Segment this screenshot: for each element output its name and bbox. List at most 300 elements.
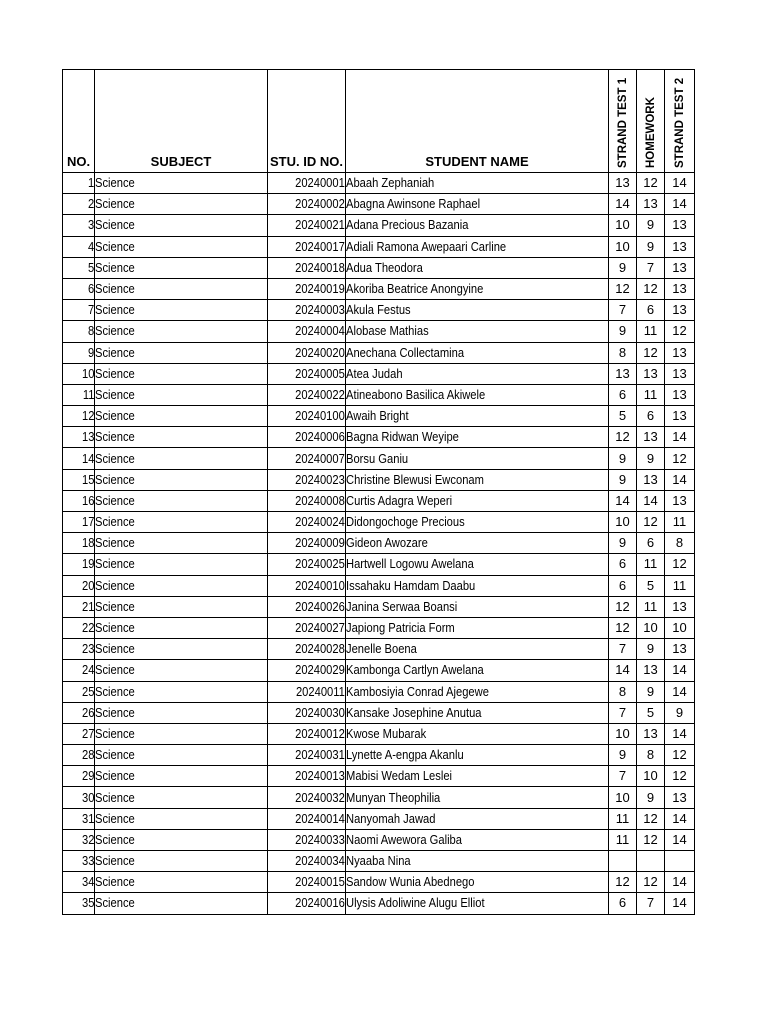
strand-test-2-cell [665, 278, 695, 299]
row-number-cell-value: 17 [81, 514, 94, 530]
strand-test-1-cell [609, 533, 637, 554]
table-row [63, 639, 695, 660]
strand-test-2-cell [665, 596, 695, 617]
homework-cell [637, 533, 665, 554]
strand-test-2-cell-value: 12 [672, 323, 687, 339]
strand-test-1-cell [609, 448, 637, 469]
strand-test-2-cell-value: 13 [672, 344, 687, 360]
homework-cell-value: 10 [643, 620, 658, 636]
table-row [63, 723, 695, 744]
subject-cell-value: Science [95, 302, 135, 318]
row-number-cell [63, 363, 95, 384]
strand-test-2-cell-value: 12 [672, 556, 687, 572]
strand-test-2-cell [665, 702, 695, 723]
subject-cell-value: Science [95, 747, 135, 763]
homework-cell [637, 236, 665, 257]
student-name-cell [346, 490, 609, 511]
subject-cell-value: Science [95, 386, 135, 402]
strand-test-1-cell [609, 363, 637, 384]
row-number-cell-value: 23 [81, 641, 94, 657]
strand-test-2-cell [665, 872, 695, 893]
subject-cell [95, 639, 268, 660]
student-name-cell-value: Didongochoge Precious [346, 514, 465, 530]
row-number-cell [63, 490, 95, 511]
student-name-cell [346, 596, 609, 617]
homework-cell-value: 8 [646, 747, 655, 763]
student-id-cell-value: 20240005 [295, 365, 345, 381]
row-number-cell-value: 6 [87, 281, 94, 297]
student-id-cell-value: 20240028 [295, 641, 345, 657]
subject-cell-value: Science [95, 598, 135, 614]
homework-cell-value: 6 [646, 408, 655, 424]
strand-test-1-cell-value: 5 [618, 408, 627, 424]
subject-cell [95, 469, 268, 490]
row-number-cell-value: 19 [81, 556, 94, 572]
subject-cell-value: Science [95, 810, 135, 826]
student-id-cell-value: 20240034 [295, 853, 345, 869]
strand-test-2-cell [665, 512, 695, 533]
strand-test-2-cell-value: 14 [672, 196, 687, 212]
student-id-cell-value: 20240030 [295, 704, 345, 720]
subject-cell [95, 681, 268, 702]
subject-cell [95, 851, 268, 872]
row-number-cell-value: 34 [81, 874, 94, 890]
strand-test-2-cell-value: 13 [672, 238, 687, 254]
homework-cell-value: 13 [643, 471, 658, 487]
student-name-cell [346, 533, 609, 554]
subject-cell-value: Science [95, 577, 135, 593]
student-name-cell-value: Nanyomah Jawad [346, 810, 436, 826]
student-name-cell-value: Mabisi Wedam Leslei [346, 768, 453, 784]
row-number-cell [63, 575, 95, 596]
strand-test-1-cell [609, 575, 637, 596]
row-number-cell-value: 32 [81, 831, 94, 847]
student-name-cell-value: Awaih Bright [346, 408, 409, 424]
student-id-cell [268, 596, 346, 617]
student-id-cell [268, 363, 346, 384]
student-name-cell-value: Japiong Patricia Form [346, 620, 455, 636]
homework-cell-value: 11 [643, 556, 658, 572]
student-id-cell [268, 278, 346, 299]
strand-test-1-cell [609, 173, 637, 194]
student-name-cell-value: Adana Precious Bazania [346, 217, 469, 233]
strand-test-2-cell [665, 766, 695, 787]
strand-test-2-cell [665, 342, 695, 363]
strand-test-2-cell [665, 639, 695, 660]
row-number-cell [63, 469, 95, 490]
strand-test-1-cell [609, 617, 637, 638]
subject-cell-value: Science [95, 238, 135, 254]
row-number-cell-value: 35 [81, 895, 94, 911]
row-number-cell [63, 851, 95, 872]
table-row [63, 533, 695, 554]
row-number-cell-value: 9 [87, 344, 94, 360]
subject-cell-value: Science [95, 704, 135, 720]
row-number-cell-value: 27 [81, 725, 94, 741]
student-id-cell [268, 723, 346, 744]
homework-cell [637, 342, 665, 363]
row-number-cell-value: 12 [81, 408, 94, 424]
strand-test-1-cell [609, 787, 637, 808]
strand-test-1-cell [609, 300, 637, 321]
subject-cell [95, 829, 268, 850]
strand-test-2-cell-value: 14 [672, 683, 687, 699]
strand-test-2-cell [665, 660, 695, 681]
strand-test-2-cell-value: 12 [672, 450, 687, 466]
student-id-cell-value: 20240026 [295, 598, 345, 614]
subject-cell [95, 173, 268, 194]
strand-test-1-cell [609, 872, 637, 893]
row-number-cell [63, 194, 95, 215]
strand-test-2-cell [665, 406, 695, 427]
table-row [63, 787, 695, 808]
student-name-cell [346, 342, 609, 363]
homework-cell-value: 12 [643, 344, 658, 360]
homework-cell-value: 9 [646, 683, 655, 699]
homework-cell [637, 829, 665, 850]
subject-cell-value: Science [95, 620, 135, 636]
table-row [63, 448, 695, 469]
subject-cell [95, 300, 268, 321]
subject-cell [95, 384, 268, 405]
row-number-cell-value: 10 [81, 365, 94, 381]
student-name-cell [346, 681, 609, 702]
strand-test-1-cell-value: 9 [618, 747, 627, 763]
strand-test-1-cell-value: 10 [615, 725, 630, 741]
header-student-name: STUDENT NAME [346, 70, 609, 173]
table-row [63, 766, 695, 787]
table-row [63, 512, 695, 533]
student-id-cell [268, 808, 346, 829]
student-name-cell [346, 702, 609, 723]
subject-cell-value: Science [95, 556, 135, 572]
strand-test-1-cell [609, 384, 637, 405]
row-number-cell-value: 24 [81, 662, 94, 678]
strand-test-2-cell-value: 13 [672, 408, 687, 424]
homework-cell [637, 596, 665, 617]
student-name-cell [346, 469, 609, 490]
student-id-cell [268, 384, 346, 405]
strand-test-1-cell [609, 257, 637, 278]
table-row [63, 851, 695, 872]
row-number-cell [63, 427, 95, 448]
table-row [63, 893, 695, 914]
homework-cell-value: 12 [643, 281, 658, 297]
table-row [63, 617, 695, 638]
strand-test-1-cell [609, 215, 637, 236]
strand-test-2-cell [665, 469, 695, 490]
header-row [63, 70, 695, 173]
student-id-cell [268, 893, 346, 914]
strand-test-2-cell-value: 13 [672, 598, 687, 614]
row-number-cell [63, 321, 95, 342]
homework-cell-value: 6 [646, 302, 655, 318]
strand-test-2-cell-value: 14 [672, 831, 687, 847]
strand-test-2-cell-value: 13 [672, 641, 687, 657]
subject-cell-value: Science [95, 365, 135, 381]
strand-test-2-cell-value: 13 [672, 386, 687, 402]
table-row [63, 554, 695, 575]
student-name-cell-value: Akula Festus [346, 302, 411, 318]
subject-cell [95, 554, 268, 575]
subject-cell [95, 194, 268, 215]
student-id-cell [268, 702, 346, 723]
row-number-cell [63, 872, 95, 893]
student-id-cell [268, 448, 346, 469]
homework-cell [637, 300, 665, 321]
homework-cell [637, 321, 665, 342]
student-name-cell [346, 173, 609, 194]
subject-cell-value: Science [95, 831, 135, 847]
student-name-cell-value: Kansake Josephine Anutua [346, 704, 482, 720]
strand-test-2-cell-value: 14 [672, 725, 687, 741]
student-id-cell [268, 872, 346, 893]
row-number-cell [63, 639, 95, 660]
subject-cell [95, 575, 268, 596]
strand-test-1-cell-value: 9 [618, 535, 627, 551]
subject-cell [95, 427, 268, 448]
homework-cell-value: 5 [646, 704, 655, 720]
student-id-cell-value: 20240012 [295, 725, 345, 741]
subject-cell [95, 533, 268, 554]
student-id-cell [268, 533, 346, 554]
strand-test-1-cell-value: 12 [615, 874, 630, 890]
subject-cell-value: Science [95, 874, 135, 890]
strand-test-1-cell [609, 427, 637, 448]
strand-test-2-cell-value: 14 [672, 175, 687, 191]
homework-cell [637, 681, 665, 702]
strand-test-2-cell-value: 14 [672, 895, 687, 911]
strand-test-1-cell [609, 554, 637, 575]
homework-cell [637, 851, 665, 872]
student-id-cell-value: 20240007 [295, 450, 345, 466]
student-name-cell-value: Jenelle Boena [346, 641, 417, 657]
strand-test-1-cell [609, 342, 637, 363]
table-row [63, 490, 695, 511]
student-id-cell-value: 20240003 [295, 302, 345, 318]
table-row [63, 194, 695, 215]
header-strand-test-1-label: STRAND TEST 1 [616, 77, 629, 168]
header-stu-id: STU. ID NO. [268, 70, 346, 173]
strand-test-2-cell-value: 12 [672, 747, 687, 763]
student-id-cell-value: 20240025 [295, 556, 345, 572]
strand-test-1-cell-value: 11 [615, 831, 630, 847]
strand-test-2-cell [665, 215, 695, 236]
student-name-cell-value: Anechana Collectamina [346, 344, 465, 360]
homework-cell-value: 9 [646, 789, 655, 805]
strand-test-1-cell-value: 14 [615, 196, 630, 212]
student-name-cell [346, 808, 609, 829]
row-number-cell [63, 829, 95, 850]
homework-cell [637, 173, 665, 194]
homework-cell-value: 12 [643, 874, 658, 890]
row-number-cell-value: 14 [81, 450, 94, 466]
student-id-cell [268, 617, 346, 638]
row-number-cell-value: 16 [81, 492, 94, 508]
row-number-cell [63, 766, 95, 787]
strand-test-2-cell [665, 448, 695, 469]
student-id-cell-value: 20240017 [295, 238, 345, 254]
table-row [63, 173, 695, 194]
strand-test-2-cell [665, 533, 695, 554]
homework-cell-value: 12 [643, 175, 658, 191]
student-id-cell-value: 20240031 [295, 747, 345, 763]
subject-cell [95, 617, 268, 638]
student-id-cell [268, 766, 346, 787]
strand-test-1-cell [609, 490, 637, 511]
homework-cell-value: 11 [643, 598, 658, 614]
strand-test-2-cell [665, 554, 695, 575]
student-id-cell [268, 851, 346, 872]
student-name-cell [346, 829, 609, 850]
student-name-cell [346, 872, 609, 893]
strand-test-2-cell [665, 236, 695, 257]
strand-test-2-cell [665, 893, 695, 914]
row-number-cell [63, 893, 95, 914]
student-name-cell-value: Kambonga Cartlyn Awelana [346, 662, 484, 678]
strand-test-1-cell-value: 12 [615, 598, 630, 614]
strand-test-1-cell [609, 596, 637, 617]
strand-test-1-cell [609, 660, 637, 681]
strand-test-1-cell-value: 10 [615, 789, 630, 805]
student-id-cell [268, 829, 346, 850]
strand-test-1-cell [609, 321, 637, 342]
student-id-cell-value: 20240021 [295, 217, 345, 233]
student-id-cell [268, 469, 346, 490]
subject-cell [95, 278, 268, 299]
strand-test-2-cell [665, 384, 695, 405]
student-name-cell [346, 236, 609, 257]
row-number-cell-value: 13 [81, 429, 94, 445]
row-number-cell-value: 21 [81, 598, 94, 614]
student-id-cell [268, 300, 346, 321]
row-number-cell-value: 28 [81, 747, 94, 763]
subject-cell-value: Science [95, 683, 135, 699]
subject-cell [95, 215, 268, 236]
student-name-cell-value: Bagna Ridwan Weyipe [346, 429, 459, 445]
student-name-cell-value: Gideon Awozare [346, 535, 428, 551]
strand-test-2-cell [665, 681, 695, 702]
table-row [63, 278, 695, 299]
homework-cell-value: 9 [646, 450, 655, 466]
strand-test-1-cell-value: 12 [615, 281, 630, 297]
strand-test-1-cell-value: 9 [618, 323, 627, 339]
homework-cell [637, 554, 665, 575]
homework-cell [637, 787, 665, 808]
row-number-cell-value: 15 [81, 471, 94, 487]
student-name-cell-value: Ulysis Adoliwine Alugu Elliot [346, 895, 485, 911]
student-id-cell [268, 194, 346, 215]
row-number-cell-value: 33 [81, 853, 94, 869]
table-row [63, 321, 695, 342]
student-name-cell-value: Abaah Zephaniah [346, 175, 435, 191]
strand-test-1-cell-value: 12 [615, 429, 630, 445]
subject-cell [95, 490, 268, 511]
strand-test-2-cell-value: 9 [675, 704, 684, 720]
strand-test-2-cell-value: 14 [672, 471, 687, 487]
row-number-cell-value: 3 [87, 217, 94, 233]
homework-cell-value: 9 [646, 217, 655, 233]
student-id-cell [268, 787, 346, 808]
student-id-cell-value: 20240020 [295, 344, 345, 360]
student-id-cell-value: 20240004 [295, 323, 345, 339]
strand-test-2-cell-value: 13 [672, 789, 687, 805]
strand-test-2-cell [665, 321, 695, 342]
student-name-cell [346, 660, 609, 681]
homework-cell-value: 10 [643, 768, 658, 784]
subject-cell [95, 872, 268, 893]
student-name-cell-value: Curtis Adagra Weperi [346, 492, 453, 508]
subject-cell [95, 596, 268, 617]
strand-test-2-cell-value: 10 [672, 620, 687, 636]
strand-test-1-cell-value: 14 [615, 492, 630, 508]
strand-test-1-cell-value: 8 [618, 683, 627, 699]
table-row [63, 257, 695, 278]
row-number-cell-value: 1 [87, 175, 94, 191]
strand-test-2-cell [665, 575, 695, 596]
strand-test-1-cell [609, 851, 637, 872]
strand-test-1-cell-value: 6 [618, 577, 627, 593]
student-name-cell [346, 257, 609, 278]
student-name-cell [346, 300, 609, 321]
strand-test-1-cell [609, 194, 637, 215]
strand-test-2-cell-value: 14 [672, 810, 687, 826]
strand-test-2-cell [665, 490, 695, 511]
row-number-cell-value: 7 [87, 302, 94, 318]
homework-cell-value: 11 [643, 386, 658, 402]
row-number-cell-value: 2 [87, 196, 94, 212]
student-name-cell-value: Sandow Wunia Abednego [346, 874, 475, 890]
strand-test-1-cell-value: 9 [618, 450, 627, 466]
homework-cell [637, 745, 665, 766]
homework-cell [637, 660, 665, 681]
student-name-cell-value: Alobase Mathias [346, 323, 429, 339]
header-strand-test-2-label: STRAND TEST 2 [673, 77, 686, 168]
homework-cell-value: 13 [643, 196, 658, 212]
row-number-cell [63, 787, 95, 808]
homework-cell-value: 11 [643, 323, 658, 339]
strand-test-2-cell [665, 851, 695, 872]
row-number-cell-value: 22 [81, 620, 94, 636]
student-name-cell [346, 766, 609, 787]
subject-cell [95, 893, 268, 914]
header-homework-label: HOMEWORK [644, 97, 657, 168]
homework-cell [637, 766, 665, 787]
student-id-cell-value: 20240010 [295, 577, 345, 593]
student-id-cell [268, 575, 346, 596]
student-name-cell-value: Abagna Awinsone Raphael [346, 196, 481, 212]
homework-cell [637, 278, 665, 299]
strand-test-2-cell [665, 745, 695, 766]
student-name-cell [346, 406, 609, 427]
student-id-cell-value: 20240027 [295, 620, 345, 636]
table-row [63, 342, 695, 363]
strand-test-1-cell [609, 745, 637, 766]
homework-cell [637, 512, 665, 533]
table-row [63, 702, 695, 723]
student-name-cell [346, 427, 609, 448]
student-id-cell [268, 321, 346, 342]
row-number-cell [63, 745, 95, 766]
homework-cell-value: 12 [643, 831, 658, 847]
subject-cell [95, 808, 268, 829]
row-number-cell [63, 554, 95, 575]
strand-test-2-cell-value: 12 [672, 768, 687, 784]
row-number-cell [63, 596, 95, 617]
student-name-cell-value: Adua Theodora [346, 259, 423, 275]
strand-test-1-cell [609, 893, 637, 914]
student-id-cell [268, 427, 346, 448]
